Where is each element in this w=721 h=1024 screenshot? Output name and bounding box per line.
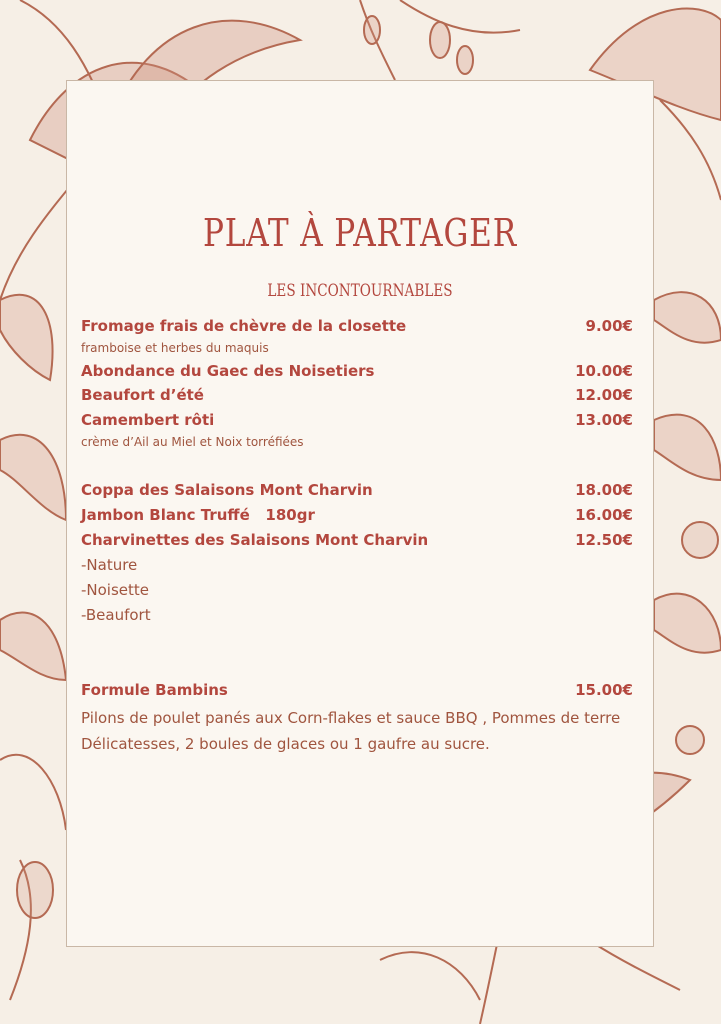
formula-description: Pilons de poulet panés aux Corn-flakes et sauce BBQ , Pommes de terre Délicatesses, 2 boules de glaces ou 1 gaufre au sucre. <box>81 709 621 753</box>
item-name: Jambon Blanc Truffé 180gr <box>81 506 315 524</box>
menu-item <box>81 411 633 429</box>
item-name: Coppa des Salaisons Mont Charvin <box>81 481 373 499</box>
formula-name: Formule Bambins <box>81 681 228 699</box>
menu-item <box>81 531 633 549</box>
option-item: -Beaufort <box>81 606 151 624</box>
option-item: -Nature <box>81 556 138 574</box>
item-name: Charvinettes des Salaisons Mont Charvin <box>81 531 429 549</box>
item-note: framboise et herbes du maquis <box>81 341 269 355</box>
item-price: 9.00€ <box>585 317 633 335</box>
item-name: Camembert rôti <box>81 411 215 429</box>
menu-item <box>81 481 633 499</box>
menu-item <box>81 317 633 335</box>
item-price: 10.00€ <box>575 362 633 380</box>
item-name: Beaufort d’été <box>81 386 204 404</box>
menu-title: PLAT À PARTAGER <box>202 211 518 255</box>
leaves-right <box>654 292 721 754</box>
item-price: 12.00€ <box>575 386 633 404</box>
menu-item <box>81 362 633 380</box>
option-item: -Noisette <box>81 581 150 599</box>
sprig-top <box>360 0 520 80</box>
item-price: 13.00€ <box>575 411 633 429</box>
menu-subtitle: LES INCONTOURNABLES <box>267 281 453 301</box>
formula-price: 15.00€ <box>575 681 633 699</box>
menu-item <box>81 386 633 404</box>
item-price: 12.50€ <box>575 531 633 549</box>
item-price: 18.00€ <box>575 481 633 499</box>
item-name: Fromage frais de chèvre de la closette <box>81 317 407 335</box>
leaves-left <box>0 295 66 1000</box>
item-name: Abondance du Gaec des Noisetiers <box>81 362 375 380</box>
menu-card <box>66 80 654 947</box>
item-price: 16.00€ <box>575 506 633 524</box>
formula-row <box>81 681 633 699</box>
item-note: crème d’Ail au Miel et Noix torréfiées <box>81 435 304 449</box>
menu-item <box>81 506 633 524</box>
